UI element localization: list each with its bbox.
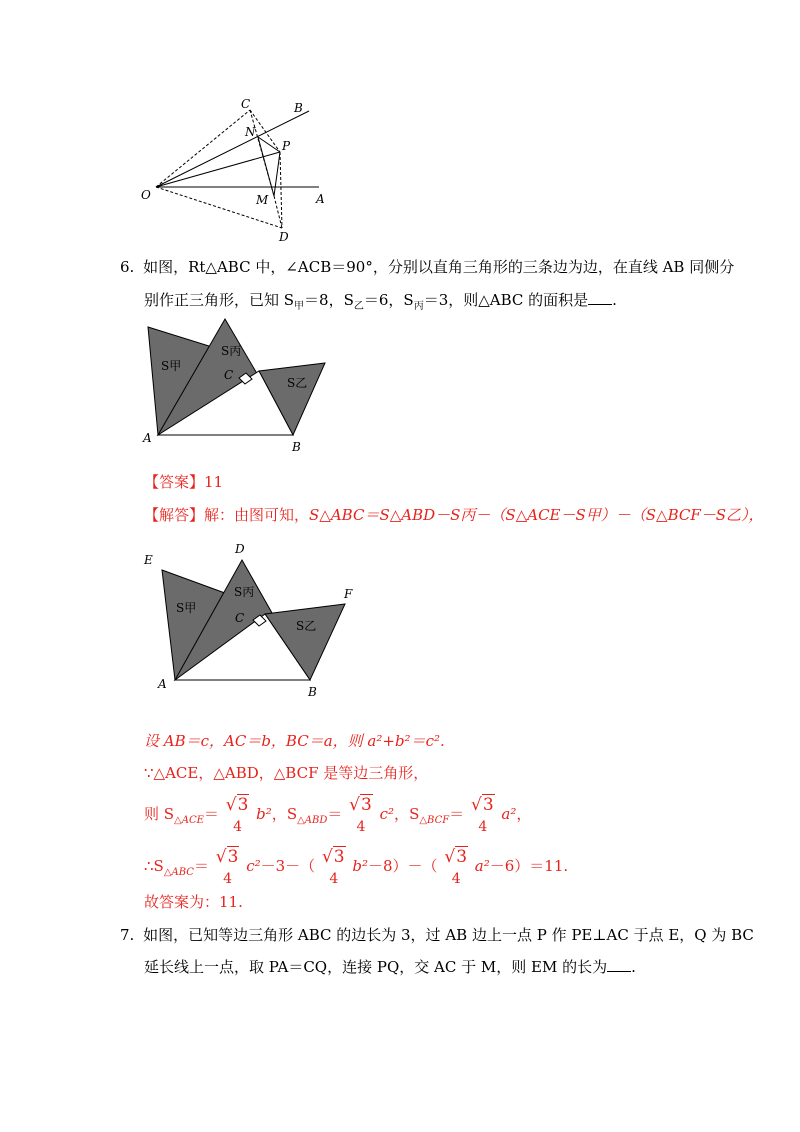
q7-line1 (120, 925, 754, 945)
label-C: C (235, 611, 245, 625)
label-A: A (316, 192, 325, 206)
label-C: C (224, 368, 234, 382)
q7-text-2: 延长线上一点，取 PA＝CQ，连接 PQ，交 AC 于 M，则 EM 的长为 (144, 958, 608, 976)
label-M: M (256, 193, 269, 207)
q6-line1 (120, 257, 734, 277)
term-b2: b² (256, 805, 272, 823)
q7-line2: 延长线上一点，取 PA＝CQ，连接 PQ，交 AC 于 M，则 EM 的长为 . (144, 958, 636, 976)
answer-tag: 【答案】 (144, 473, 205, 491)
answer-blank (607, 957, 631, 972)
label-S-jia: S甲 (176, 601, 197, 615)
q6-line2 (144, 290, 617, 317)
label-B: B (292, 440, 301, 454)
figure-triangles-1 (135, 315, 340, 460)
label-S-jia: S甲 (161, 359, 182, 373)
mid-1: －3－（ (260, 857, 316, 875)
then-prefix: 则 S (144, 805, 175, 823)
seg-PM (274, 152, 280, 196)
label-B: B (294, 101, 303, 115)
fraction-sqrt3-over-4: √3 4 (321, 846, 345, 887)
step-final: 故答案为：11. (144, 893, 243, 911)
q7-number: 7. (120, 926, 135, 944)
q6-text-2b: ＝8，S (304, 291, 354, 309)
dash-PD (280, 152, 282, 228)
label-S-yi: S乙 (287, 376, 308, 390)
sub-abd: △ABD (297, 815, 328, 826)
answer-blank (588, 290, 612, 305)
solution-tag: 【解答】 (144, 506, 205, 524)
fraction-sqrt3-over-4: √3 4 (225, 794, 249, 835)
answer-value: 11 (204, 473, 224, 491)
label-E: E (144, 553, 153, 567)
q6-text-2a: 别作正三角形，已知 S (144, 291, 295, 309)
eq-1: ＝ (203, 805, 219, 823)
seg-OP (156, 152, 280, 187)
label-D: D (235, 542, 245, 556)
sub-bcf: △BCF (419, 815, 450, 826)
step-because: ∵△ACE，△ABD，△BCF 是等边三角形， (144, 764, 429, 782)
label-F: F (344, 587, 353, 601)
term-c2: c² (379, 805, 395, 823)
fraction-sqrt3-over-4: √3 4 (215, 846, 239, 887)
step-then: 则 $S_{\triangle ACE}=$ √3 4 b²，$S_{\triangle ABD}=$ √3 4 c²，$S_{\triangle BCF}=$ √3 4 a²， (144, 794, 532, 835)
solution-intro: 解：由图可知， (204, 506, 310, 524)
solution-line (144, 505, 764, 525)
label-A: A (143, 431, 152, 445)
label-S-bing: S丙 (221, 344, 242, 358)
q6-sub-yi: 乙 (353, 301, 364, 312)
q6-sub-bing: 丙 (413, 301, 424, 312)
label-N: N (245, 125, 256, 139)
label-B: B (308, 685, 317, 699)
solution-formula: S△ABC＝S△ABD－S丙－（S△ACE－S甲）－（S△BCF－S乙）， (309, 506, 764, 524)
label-S-bing: S丙 (234, 585, 255, 599)
mid-2: －8）－（ (368, 857, 438, 875)
figure-triangles-2 (138, 540, 368, 700)
term-a2: a² (501, 805, 517, 823)
fraction-sqrt3-over-4: √3 4 (470, 794, 494, 835)
q6-text-2d: ＝3，则△ABC 的面积是 (423, 291, 589, 309)
dash-MD (274, 196, 282, 228)
label-C: C (241, 97, 251, 111)
step-therefore: $\therefore S_{\triangle ABC}=$ √3 4 c²－3－（ √3 4 b²－8）－（ √3 4 a²－6）＝11. (144, 846, 569, 887)
label-A: A (158, 677, 167, 691)
q6-sub-jia: 甲 (294, 301, 305, 312)
label-P: P (282, 139, 291, 153)
label-O: O (141, 188, 151, 202)
figure-angle-diagram (130, 90, 340, 245)
step-set: 设 AB＝c，AC＝b，BC＝a，则 a²+b²＝c². (144, 732, 445, 750)
therefore-prefix: ∴S (144, 857, 164, 875)
sub-ace: △ACE (174, 815, 204, 826)
q7-text-1: 如图，已知等边三角形 ABC 的边长为 3，过 AB 边上一点 P 作 PE⊥AC 于点 E，Q 为 BC (143, 926, 754, 944)
sub-abc: △ABC (163, 867, 194, 878)
q6-text-1: 如图，Rt△ABC 中，∠ACB＝90°，分别以直角三角形的三条边为边，在直线 AB 同侧分 (143, 258, 735, 276)
label-D: D (279, 230, 289, 244)
q6-number: 6. (120, 258, 135, 276)
fraction-sqrt3-over-4: √3 4 (444, 846, 468, 887)
q6-text-2c: ＝6，S (363, 291, 414, 309)
mid-3: －6）＝11. (489, 857, 569, 875)
q6-text-2e: . (612, 291, 617, 309)
dash-OC (156, 110, 250, 187)
label-S-yi: S乙 (296, 619, 317, 633)
fraction-sqrt3-over-4: √3 4 (349, 794, 372, 835)
answer-line (144, 472, 223, 492)
